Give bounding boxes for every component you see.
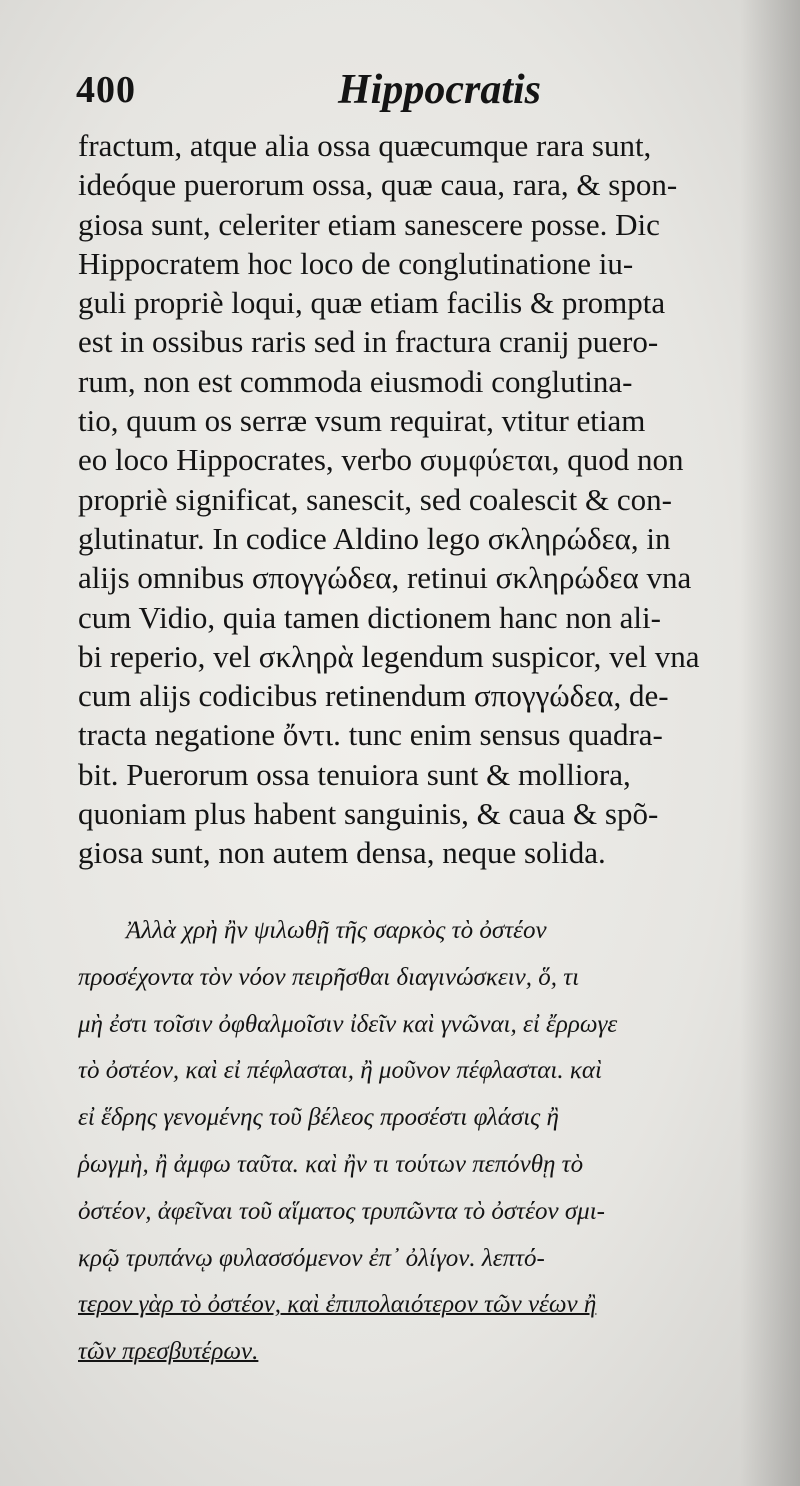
greek-line: ὀστέον, ἀφεῖναι τοῦ αἵματος τρυπῶντα τὸ ὀστέον σμι- bbox=[78, 1197, 605, 1225]
latin-commentary bbox=[78, 126, 738, 873]
text-line: cum Vidio, quia tamen dictionem hanc non ali- bbox=[78, 599, 661, 635]
text-line: propriè significat, sanescit, sed coalescit & con- bbox=[78, 481, 672, 517]
text-line: tio, quum os serræ vsum requirat, vtitur etiam bbox=[78, 403, 646, 439]
page-number: 400 bbox=[76, 69, 136, 111]
greek-line: εἰ ἕδρης γενομένης τοῦ βέλεος προσέστι φλάσις ἢ bbox=[78, 1104, 559, 1132]
text-line: bit. Puerorum ossa tenuiora sunt & molliora, bbox=[78, 756, 631, 792]
text-line: Hippocratem hoc loco de conglutinatione iu- bbox=[78, 245, 634, 281]
greek-line: Ἀλλὰ χρὴ ἢν ψιλωθῇ τῆς σαρκὸς τὸ ὀστέον bbox=[126, 917, 547, 944]
greek-line: τῶν πρεσβυτέρων. bbox=[78, 1338, 259, 1366]
text-line: glutinatur. In codice Aldino lego σκληρώδεα, in bbox=[78, 520, 671, 556]
text-line: eo loco Hippocrates, verbo συμφύεται, quod non bbox=[78, 442, 684, 478]
text-line: alijs omnibus σπογγώδεα, retinui σκληρώδεα vna bbox=[78, 560, 692, 596]
greek-line: προσέχοντα τὸν νόον πειρῆσθαι διαγινώσκειν, ὅ, τι bbox=[78, 963, 580, 991]
running-head: Hippocratis bbox=[338, 67, 542, 113]
text-line: ideóque puerorum ossa, quæ caua, rara, & spon- bbox=[78, 167, 678, 203]
gutter-shadow bbox=[740, 0, 800, 1486]
text-line: guli propriè loqui, quæ etiam facilis & prompta bbox=[78, 285, 666, 321]
text-line: rum, non est commoda eiusmodi conglutina- bbox=[78, 363, 633, 399]
text-line: cum alijs codicibus retinendum σπογγώδεα, de- bbox=[78, 678, 669, 714]
text-line: giosa sunt, celeriter etiam sanescere posse. Dic bbox=[78, 206, 660, 242]
greek-line: ῥωγμὴ, ἢ ἀμφω ταῦτα. καὶ ἢν τι τούτων πεπόνθῃ τὸ bbox=[78, 1150, 584, 1178]
text-line: giosa sunt, non autem densa, neque solida. bbox=[78, 835, 606, 871]
greek-line: τερον γὰρ τὸ ὀστέον, καὶ ἐπιπολαιότερον τῶν νέων ἢ bbox=[78, 1291, 597, 1319]
page-header bbox=[76, 66, 726, 116]
text-line: est in ossibus raris sed in fractura cranij puero- bbox=[78, 324, 659, 360]
greek-line: μὴ ἐστι τοῖσιν ὀφθαλμοῖσιν ἰδεῖν καὶ γνῶναι, εἰ ἔρρωγε bbox=[78, 1010, 618, 1038]
text-line: quoniam plus habent sanguinis, & caua & spõ- bbox=[78, 796, 659, 832]
greek-text bbox=[78, 908, 738, 1376]
greek-line: κρῷ τρυπάνῳ φυλασσόμενον ἐπ᾽ ὀλίγον. λεπτό- bbox=[78, 1244, 545, 1272]
text-line: tracta negatione ὄντι. tunc enim sensus quadra- bbox=[78, 717, 663, 753]
text-line: bi reperio, vel σκληρὰ legendum suspicor, vel vna bbox=[78, 638, 700, 674]
greek-line: τὸ ὀστέον, καὶ εἰ πέφλασται, ἢ μοῦνον πέφλασται. καὶ bbox=[78, 1057, 602, 1085]
text-line: fractum, atque alia ossa quæcumque rara sunt, bbox=[78, 128, 652, 163]
